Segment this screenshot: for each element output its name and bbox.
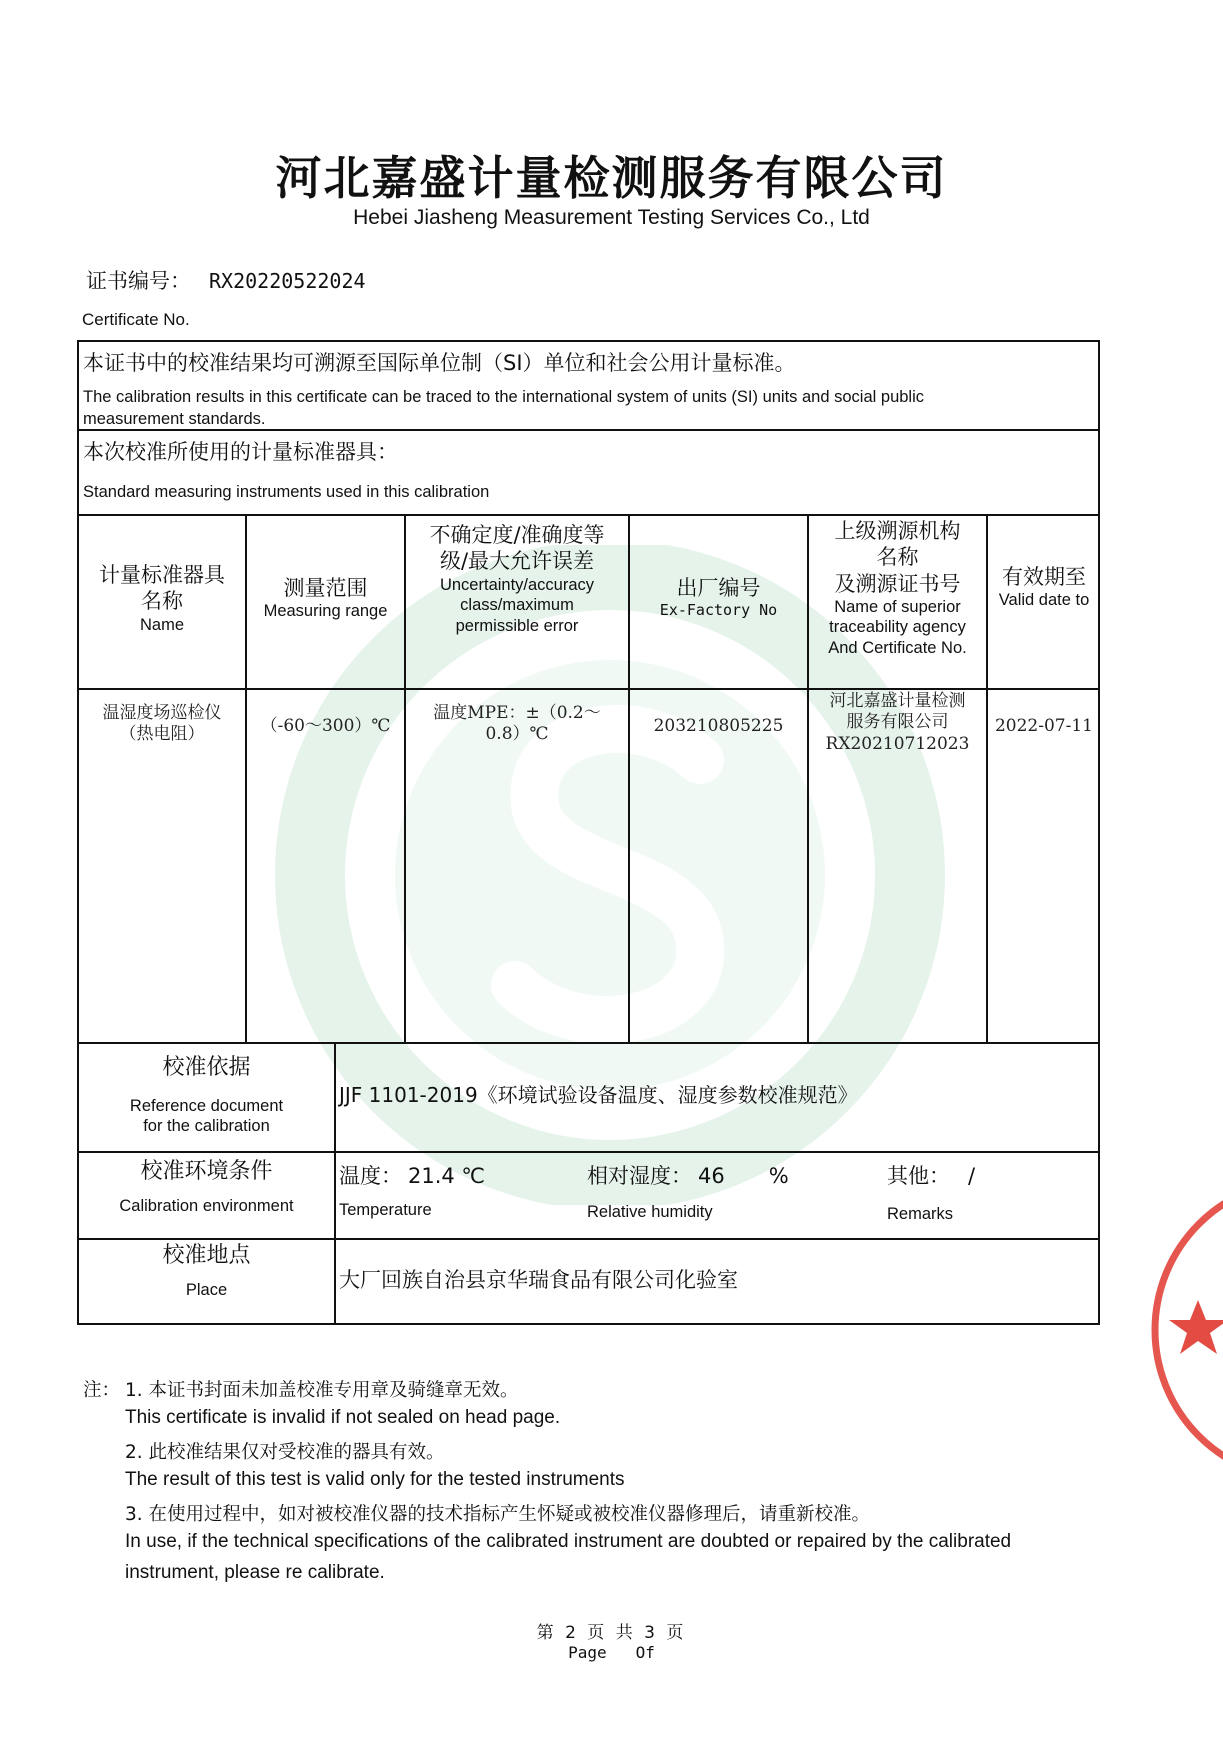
traceability-statement-en-2: measurement standards. — [83, 410, 266, 427]
traceability-statement-en-1: The calibration results in this certificate can be traced to the international system of units (SI) units and social public — [83, 388, 925, 406]
header-name-en: Name — [139, 615, 184, 634]
certificate-number-label: 证书编号： — [86, 269, 191, 293]
cell-mpe — [406, 703, 628, 746]
humidity-unit: % — [768, 1164, 789, 1188]
place-label-cn: 校准地点 — [162, 1243, 251, 1268]
header-agency-en3: And Certificate No. — [828, 639, 967, 657]
header-range-en: Measuring range — [263, 602, 388, 621]
instruments-section-title-cn: 本次校准所使用的计量标准器具： — [83, 440, 398, 464]
header-range — [247, 575, 404, 622]
reference-value: JJF 1101-2019《环境试验设备温度、湿度参数校准规范》 — [339, 1083, 858, 1107]
header-agency — [809, 518, 986, 659]
note-2-en: The result of this test is valid only for the tested instruments — [125, 1469, 625, 1490]
cell-serial: 203210805225 — [653, 716, 784, 736]
certificate-table — [77, 340, 1100, 1325]
humidity-value: 46 — [698, 1164, 725, 1188]
cell-agency-3: RX20210712023 — [825, 733, 970, 754]
notes-section — [83, 1376, 1183, 1596]
header-name-cn1: 计量标准器具 — [99, 563, 225, 587]
reference-label-en2: for the calibration — [143, 1117, 270, 1136]
page-number-cn: 第 2 页 共 3 页 — [536, 1623, 687, 1643]
header-agency-en2: traceability agency — [829, 618, 966, 637]
cell-mpe-1: 温度MPE：±（0.2～ — [433, 703, 601, 723]
reference-label-en1: Reference document — [129, 1096, 284, 1115]
header-name-cn2: 名称 — [141, 589, 183, 614]
place-label — [79, 1242, 334, 1300]
cell-agency-1: 河北嘉盛计量检测 — [829, 691, 966, 711]
remarks-label-en: Remarks — [887, 1205, 954, 1223]
certificate-number-label-en: Certificate No. — [82, 310, 190, 329]
traceability-statement-cn: 本证书中的校准结果均可溯源至国际单位制（SI）单位和社会公用计量标准。 — [83, 351, 796, 375]
note-3-en-1: In use, if the technical specifications of the calibrated instrument are doubted or repaired by the calibrated — [125, 1531, 1012, 1552]
notes-prefix: 注： — [83, 1380, 121, 1401]
header-uncertainty-en3: permissible error — [455, 616, 579, 635]
environment-label — [79, 1158, 334, 1216]
remarks — [887, 1163, 975, 1189]
header-range-cn: 测量范围 — [283, 576, 368, 600]
company-name-cn: 河北嘉盛计量检测服务有限公司 — [275, 151, 948, 205]
header-valid-date-cn: 有效期至 — [1002, 565, 1086, 589]
cell-instrument-name-1: 温湿度场巡检仪 — [102, 703, 222, 723]
header-uncertainty-en2: class/maximum — [460, 596, 574, 615]
note-3-en-2: instrument, please re calibrate. — [125, 1562, 385, 1583]
header-agency-cn1: 上级溯源机构 — [834, 519, 961, 543]
place-label-en: Place — [185, 1280, 228, 1299]
cell-instrument-name — [79, 703, 245, 746]
temperature-label-cn: 温度： — [339, 1164, 402, 1188]
environment-label-cn: 校准环境条件 — [140, 1159, 273, 1184]
header-serial-en: Ex-Factory No — [659, 601, 778, 620]
certificate-number-row — [86, 265, 366, 295]
environment-label-en: Calibration environment — [119, 1196, 294, 1215]
humidity-label-en: Relative humidity — [587, 1203, 713, 1221]
instruments-section-title-en: Standard measuring instruments used in this calibration — [83, 483, 490, 501]
header-agency-cn3: 及溯源证书号 — [834, 571, 961, 596]
certificate-number-value: RX20220522024 — [209, 269, 366, 293]
temperature — [339, 1163, 485, 1189]
header-agency-en1: Name of superior — [834, 597, 961, 616]
cell-agency-2: 服务有限公司 — [846, 712, 949, 733]
temperature-value: 21.4 ℃ — [408, 1164, 486, 1188]
remarks-label-cn: 其他： — [887, 1164, 950, 1188]
note-1-cn: 1. 本证书封面未加盖校准专用章及骑缝章无效。 — [125, 1380, 519, 1401]
cell-range: （-60～300）℃ — [260, 716, 391, 736]
note-1-en: This certificate is invalid if not sealed on head page. — [125, 1407, 561, 1428]
remarks-value: / — [968, 1164, 976, 1188]
company-name-en: Hebei Jiasheng Measurement Testing Services Co., Ltd — [353, 206, 870, 229]
header-serial-cn: 出厂编号 — [676, 576, 761, 600]
header-uncertainty — [406, 522, 628, 636]
header-valid-date — [988, 564, 1100, 611]
header-uncertainty-cn2: 级/最大允许误差 — [439, 549, 595, 574]
header-valid-date-en: Valid date to — [998, 591, 1090, 610]
header-uncertainty-en1: Uncertainty/accuracy — [439, 575, 595, 594]
note-3-cn: 3. 在使用过程中，如对被校准仪器的技术指标产生怀疑或被校准仪器修理后，请重新校准。 — [125, 1504, 871, 1525]
place-value: 大厂回族自治县京华瑞食品有限公司化验室 — [339, 1268, 738, 1292]
page-number-en: Page Of — [568, 1643, 655, 1662]
humidity — [587, 1163, 789, 1189]
cell-valid-date: 2022-07-11 — [994, 716, 1093, 736]
cell-agency — [809, 691, 986, 755]
header-uncertainty-cn1: 不确定度/准确度等 — [429, 523, 605, 547]
header-name — [79, 562, 245, 635]
cell-mpe-2: 0.8）℃ — [485, 724, 549, 745]
header-serial — [630, 575, 807, 620]
reference-label-cn: 校准依据 — [162, 1055, 251, 1080]
header-agency-cn2: 名称 — [876, 545, 919, 570]
reference-label — [79, 1054, 334, 1137]
note-2-cn: 2. 此校准结果仅对受校准的器具有效。 — [125, 1442, 445, 1463]
temperature-label-en: Temperature — [339, 1201, 432, 1219]
humidity-label-cn: 相对湿度： — [587, 1164, 692, 1188]
cell-instrument-name-2: （热电阻） — [119, 724, 205, 745]
